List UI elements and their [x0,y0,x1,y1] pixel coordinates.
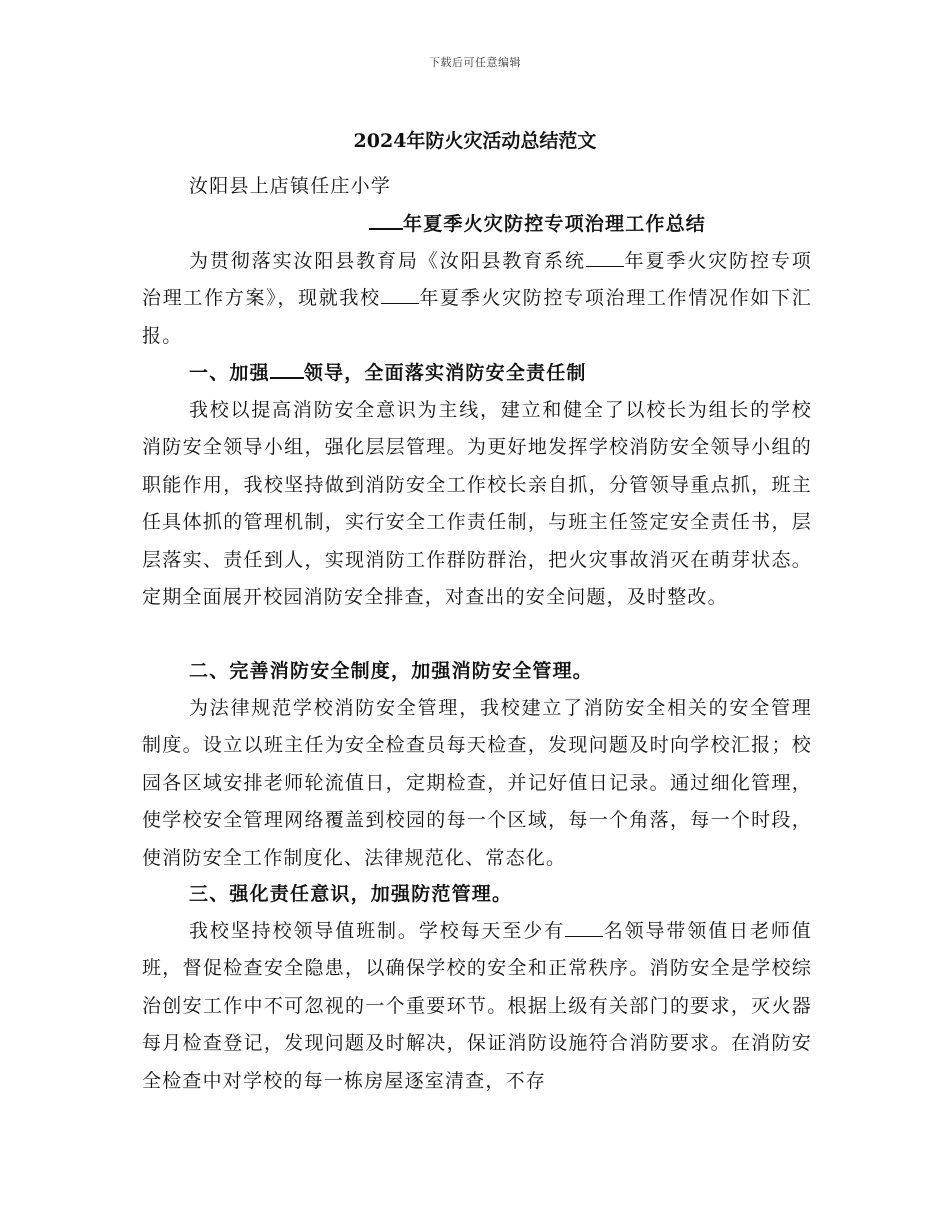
subtitle-text: 年夏季火灾防控专项治理工作总结 [403,213,707,235]
blank-line [586,248,624,267]
blank-line [565,918,603,937]
report-subtitle [369,206,706,243]
section-1-heading-prefix: 一、加强 [189,362,270,384]
blank-line [270,359,304,379]
section-2-heading: 二、完善消防安全制度，加强消防安全管理。 [189,660,594,682]
blank-line [381,285,419,304]
section-3-text-2: 名领导带领值日老师值班，督促检查安全隐患，以确保学校的安全和正常秩序。消防安全是学校综治创安工作中不可忽视的一个重要环节。根据上级有关部门的要求，灭火器每月检查登记，发现问题及时解决，保证消防设施符合消防要求。在消防安全检查中对学校的每一栋房屋逐室清查，不存 [142,920,812,1092]
school-name: 汝阳县上店镇任庄小学 [189,175,392,197]
blank-line [369,210,403,230]
intro-text-3: 年夏季火灾防控专项治理工作情况作如下汇报。 [142,287,812,347]
section-1-heading-suffix: 领导，全面落实消防安全责任制 [303,362,587,384]
intro-text-1: 为贯彻落实汝阳县教育局《汝阳县教育系统 [189,250,586,272]
intro-paragraph [142,243,812,355]
document-title: 2024年防火灾活动总结范文 [353,130,597,152]
section-3-body [142,913,812,1100]
intro-text-2: 年夏季火灾防控专项治理工作方案》，现就我校 [142,250,812,310]
section-1-body: 我校以提高消防安全意识为主线，建立和健全了以校长为组长的学校消防安全领导小组，强化层层管理。为更好地发挥学校消防安全领导小组的职能作用，我校坚持做到消防安全工作校长亲自抓，分管领导重点抓，班主任具体抓的管理机制，实行安全工作责任制，与班主任签定安全责任书，层层落实、责任到人，实现消防工作群防群治，把火灾事故消灭在萌芽状态。定期全面展开校园消防安全排查，对查出的安全问题，及时整改。 [142,399,812,609]
section-2-body: 为法律规范学校消防安全管理，我校建立了消防安全相关的安全管理制度。设立以班主任为安全检查员每天检查，发现问题及时向学校汇报；校园各区域安排老师轮流值日，定期检查，并记好值日记录。通过细化管理，使学校安全管理网络覆盖到校园的每一个区域，每一个角落，每一个时段，使消防安全工作制度化、法律规范化、常态化。 [142,697,812,869]
section-1-heading [189,355,587,392]
section-3-text-1: 我校坚持校领导值班制。学校每天至少有 [189,920,566,942]
section-3-heading: 三、强化责任意识，加强防范管理。 [189,883,513,905]
page-header-note: 下载后可任意编辑 [429,56,521,69]
